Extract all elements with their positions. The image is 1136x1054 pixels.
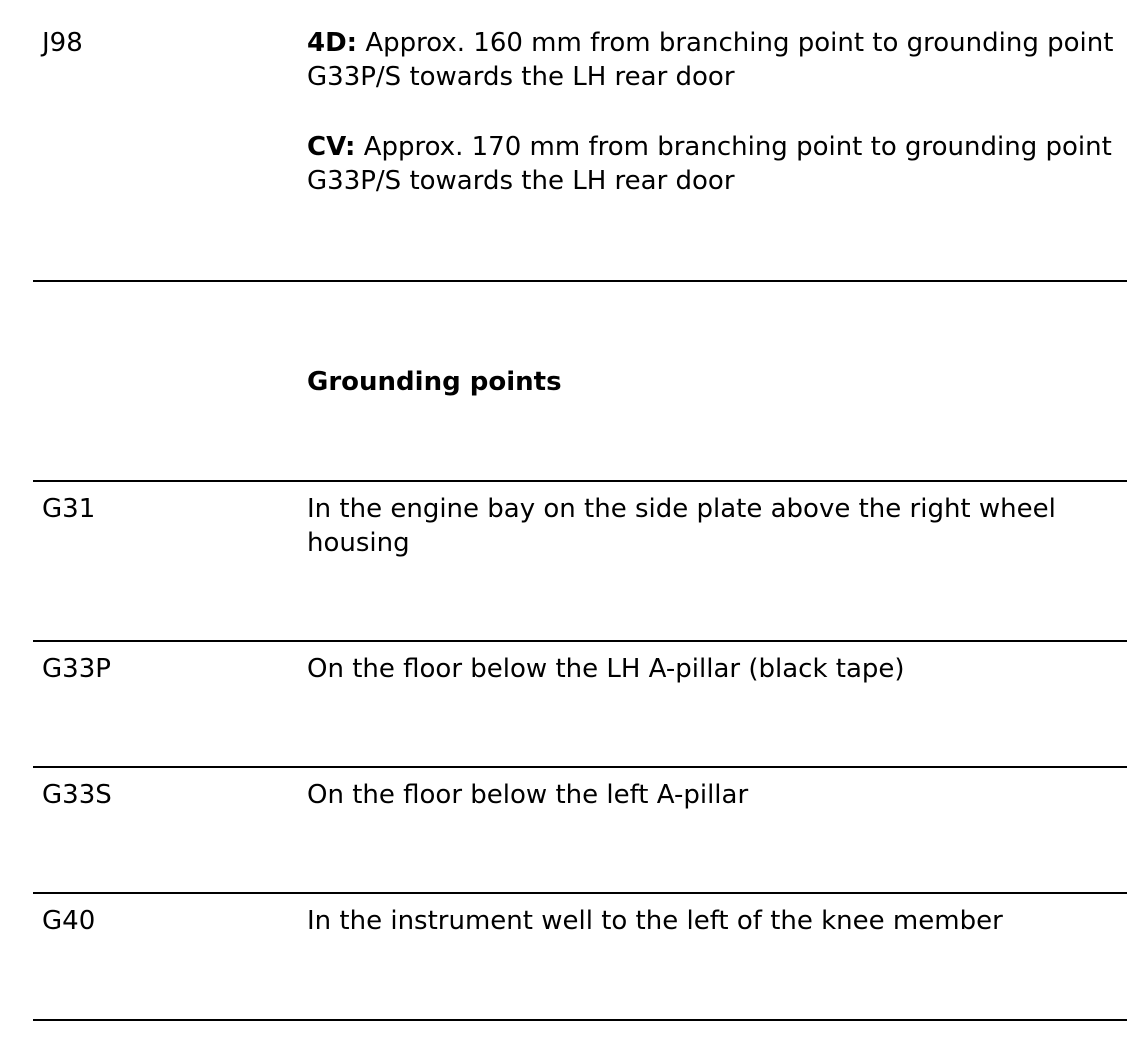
connector-code: J98 [42, 28, 83, 58]
table-divider [33, 640, 1127, 642]
grounding-point-description: In the engine bay on the side plate above the right wheel housing [307, 494, 1056, 558]
table-divider [33, 892, 1127, 894]
table-divider [33, 1019, 1127, 1021]
table-divider [33, 766, 1127, 768]
section-heading: Grounding points [307, 367, 562, 397]
note-cv [307, 130, 1122, 198]
note-text: Approx. 170 mm from branching point to grounding point G33P/S towards the LH rear door [307, 132, 1112, 196]
grounding-point-description: In the instrument well to the left of the knee member [307, 906, 1003, 936]
grounding-point-code: G33P [42, 654, 111, 684]
connector-description [307, 26, 1122, 198]
table-divider [33, 480, 1127, 482]
note-label: CV: [307, 132, 356, 162]
note-4d [307, 26, 1122, 94]
table-divider [33, 280, 1127, 282]
note-label: 4D: [307, 28, 358, 58]
note-text: Approx. 160 mm from branching point to grounding point G33P/S towards the LH rear door [307, 28, 1114, 92]
grounding-point-code: G40 [42, 906, 96, 936]
grounding-point-code: G31 [42, 494, 96, 524]
grounding-point-description: On the floor below the LH A-pillar (black tape) [307, 654, 905, 684]
grounding-point-description: On the floor below the left A-pillar [307, 780, 749, 810]
grounding-point-code: G33S [42, 780, 112, 810]
